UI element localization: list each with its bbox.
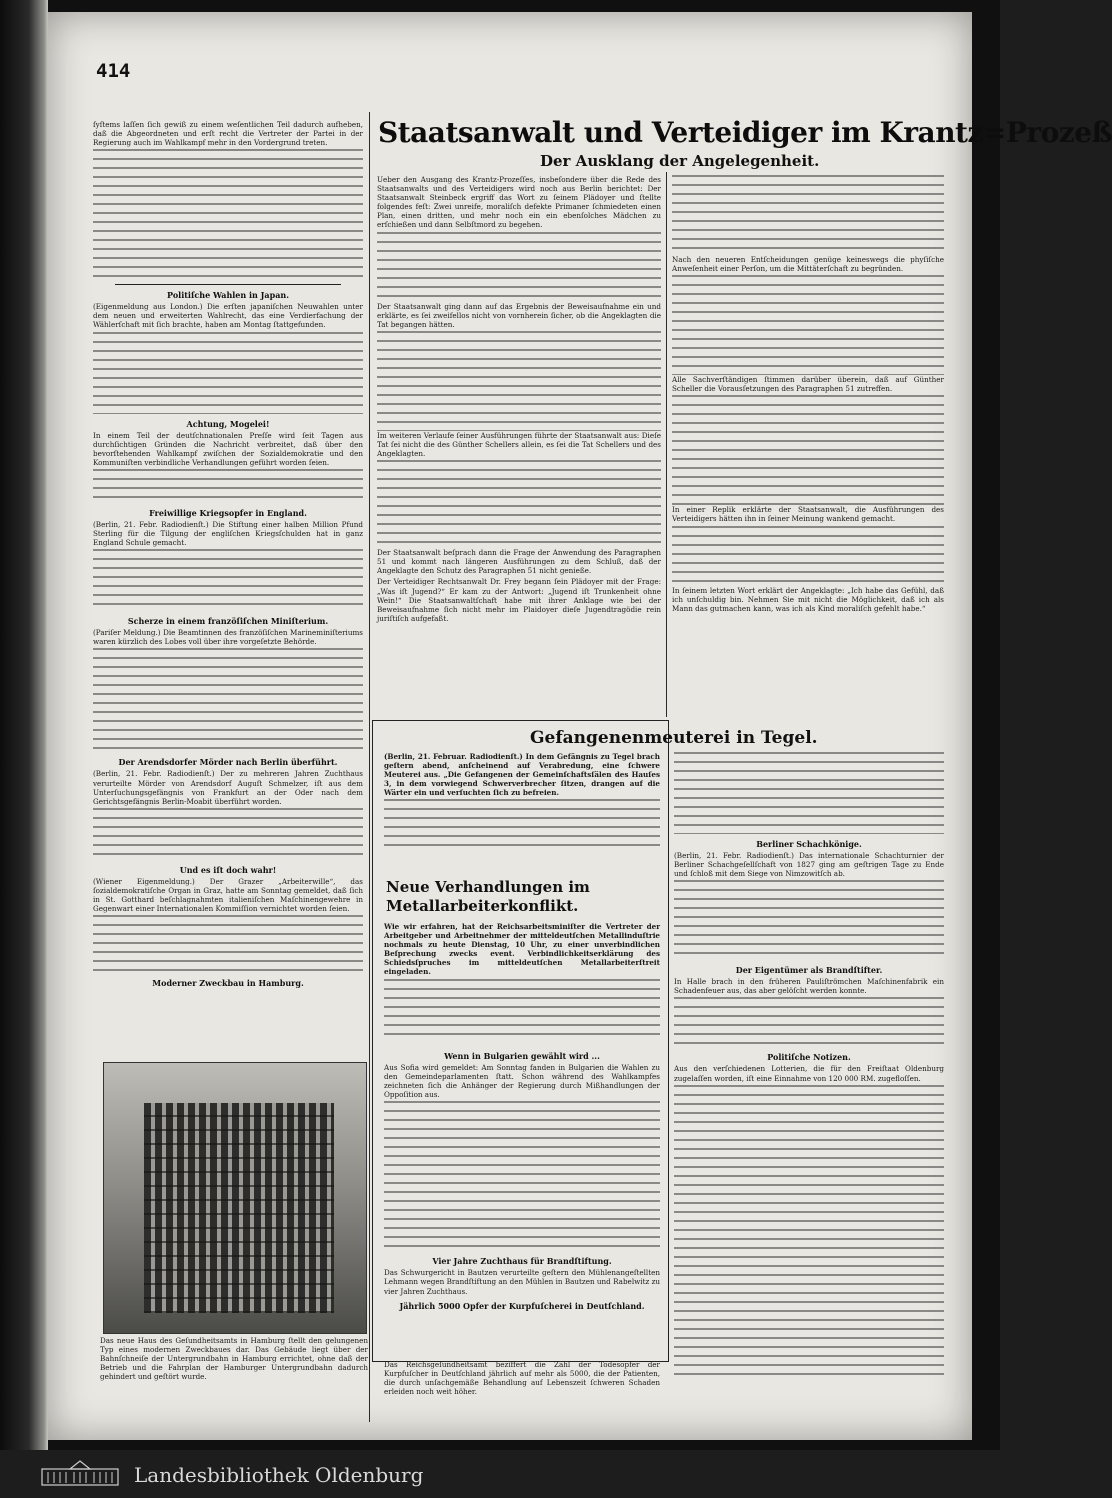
article-paragraph: Im weiteren Verlaufe ſeiner Ausführungen führte der Staatsanwalt aus: Dieſe Tat ſei nicht die des Günther Schellers allein, es ſei die Tat Schellers und des Angeklagten. xyxy=(377,430,661,459)
text-block xyxy=(384,979,660,1039)
section-text: (Pariſer Meldung.) Die Beamtinnen des franzöſiſchen Marineminiſteriums waren kürzlich des Lobes voll über ihre vorgeſetzte Behörde. xyxy=(93,628,363,647)
text-block xyxy=(93,648,363,752)
article-paragraph: Der Staatsanwalt ging dann auf das Ergebnis der Beweisaufnahme ein und erklärte, es ſei zweifellos nicht von vornherein ſicher, ob die Angeklagten die Tat begangen hätten. xyxy=(377,301,661,329)
section-title: Und es iſt doch wahr! xyxy=(179,864,277,875)
text-block xyxy=(672,526,944,586)
mutiny-text: (Berlin, 21. Februar. Radiodienſt.) In dem Gefängnis zu Tegel brach geſtern abend, anſcheinend auf Verabredung, eine ſchwere Meuterei aus. „Die Gefangenen der Gemeinſchaftsſälen des Hauſes 3, in dem vorwiegend Schwerverbrecher ſitzen, drangen auf die Wärter ein und verſuchten ſich zu befreien. xyxy=(384,752,660,798)
photo-caption-block xyxy=(100,1336,368,1416)
text-block xyxy=(672,275,944,375)
section-title: Achtung, Mogelei! xyxy=(186,418,270,429)
article-paragraph: In einer Replik erklärte der Staatsanwalt, die Ausführungen des Verteidigers hätten ihn in ſeiner Meinung wankend gemacht. xyxy=(672,505,944,524)
text-block xyxy=(672,175,944,255)
section-text: (Berlin, 21. Febr. Radiodienſt.) Die Stiftung einer halben Million Pfund Sterling für die Tilgung der engliſchen Kriegsſchulden hat in ganz England Schule gemacht. xyxy=(93,519,363,548)
article-paragraph: Nach den neueren Entſcheidungen genüge keineswegs die phyſiſche Anweſenheit einer Perſon, um die Mittäterſchaft zu begründen. xyxy=(672,255,944,274)
bulgaria-title: Wenn in Bulgarien gewählt wird ... xyxy=(444,1051,600,1061)
text-block xyxy=(93,549,363,611)
main-headline: Staatsanwalt und Verteidiger im Krantz=Prozeß xyxy=(378,116,1112,149)
negotiation-text: Wie wir erfahren, hat der Reichsarbeitsminiſter die Vertreter der Arbeitgeber und Arbeitnehmer der mitteldeutſchen Metallinduſtrie nochmals zu heute Dienstag, 10 Uhr, zu einer unverbindlichen Beſprechung zwecks event. Verbindlichkeitserklärung des Schiedsſpruches im mitteldeutſchen Metallarbeiterſtreit eingeladen. xyxy=(384,922,660,977)
library-building-icon xyxy=(40,1459,120,1487)
right-lower-column xyxy=(674,752,944,1417)
main-article-col-2 xyxy=(672,175,944,715)
text-block xyxy=(93,915,363,973)
building-floors xyxy=(144,1103,334,1313)
main-subheadline: Der Ausklang der Angelegenheit. xyxy=(540,152,820,170)
section-text: (Wiener Eigenmeldung.) Der Grazer „Arbeiterwille“, das ſozialdemokratiſche Organ in Graz, hatte am Sonntag gemeldet, daß ſich in St. Gotthard beſchlagnahmten italieniſchen Maſchinengewehre in Gegenwart einer Internationalen Kommiſſion vernichtet worden ſeien. xyxy=(93,876,363,914)
section-text: (Eigenmeldung aus London.) Die erſten japaniſchen Neuwahlen unter dem neuen und erweiterten Wahlrecht, das eine Verdierfachung der Wählerſchaft mit ſich brachte, haben am Montag ſtattgefunden. xyxy=(93,302,363,330)
text-block xyxy=(93,149,363,279)
text-block xyxy=(377,460,661,548)
section-title: Scherze in einem franzöſiſchen Miniſterium. xyxy=(127,616,329,627)
section-text: (Berlin, 21. Febr. Radiodienſt.) Der zu mehreren Jahren Zuchthaus verurteilte Mörder von Arendsdorf Auguſt Schmelzer, iſt aus dem Unterſuchungsgefängnis von Frankfurt an der Oder nach dem Gerichtsgefängnis Berlin-Moabit überführt worden. xyxy=(93,769,363,806)
column-divider xyxy=(666,172,667,717)
text-block xyxy=(674,1085,944,1375)
article-paragraph: In ſeinem letzten Wort erklärt der Angeklagte: „Ich habe das Gefühl, daß ich unſchuldig bin. Nehmen Sie mit nicht die Möglichkeit, daß ich als Mann das gutmachen kann, was ich als Kind moraliſch gefehlt habe.“ xyxy=(672,585,944,613)
text-block xyxy=(93,808,363,860)
section-title: Politiſche Notizen. xyxy=(767,1052,851,1063)
column-divider xyxy=(369,112,370,1422)
book-binding xyxy=(0,0,48,1450)
article-paragraph: Der Verteidiger Rechtsanwalt Dr. Frey begann ſein Plädoyer mit der Frage: „Was iſt Jugend?“ Er kam zu der Antwort: „Jugend iſt Trunkenheit ohne Wein!“ Die Staatsanwaltſchaft habe mit ihrer Anklage wie bei der Beweisaufnahme ſich nicht mehr im Plaidoyer dieſe Jugendtragödie rein juriſtiſch aufgefaßt. xyxy=(377,577,661,623)
section-title: Der Eigentümer als Brandſtifter. xyxy=(735,965,883,976)
text-block xyxy=(674,880,944,960)
bulgaria-text: Aus Sofia wird gemeldet: Am Sonntag fanden in Bulgarien die Wahlen zu den Gemeindeparlamenten ſtatt. Schon während des Wahlkampfes zeichneten ſich die Anhänger der Regierung durch Mißhandlungen der Oppoſition aus. xyxy=(384,1063,660,1100)
article-paragraph: Alle Sachverſtändigen ſtimmen darüber überein, daß auf Günther Scheller die Vorausſetzungen des Paragraphen 51 zutreffen. xyxy=(672,375,944,394)
mutiny-title: Gefangenenmeuterei in Tegel. xyxy=(530,728,818,748)
article-paragraph: Der Staatsanwalt beſprach dann die Frage der Anwendung des Paragraphen 51 und kommt nach längeren Ausführungen zu dem Schluß, daß der Angeklagte den Schutz des Paragraphen 51 nicht genieße. xyxy=(377,548,661,576)
fire-title: Vier Jahre Zuchthaus für Brandſtiftung. xyxy=(432,1256,612,1267)
main-article-col-1 xyxy=(377,175,661,715)
negotiation-article xyxy=(384,922,660,1050)
text-block xyxy=(674,997,944,1047)
section-title: Moderner Zweckbau in Hamburg. xyxy=(152,978,304,989)
middle-column-lower xyxy=(384,1046,660,1356)
section-text: In einem Teil der deutſchnationalen Preſſe wird ſeit Tagen aus durchſichtigen Gründen die Nachricht verbreitet, daß über den bevorſtehenden Wahlkampf zwiſchen der Sozialdemokratie und den Kommuniſten verbindliche Verhandlungen geführt worden ſeien. xyxy=(93,430,363,467)
article-paragraph: Ueber den Ausgang des Krantz-Prozeſſes, insbeſondere über die Rede des Staatsanwalts und des Verteidigers wird noch aus Berlin berichtet: Der Staatsanwalt Steinbeck ergriff das Wort zu ſeinem Plädoyer und ſtellte folgendes feſt: Zwei unreife, moraliſch defekte Primaner ſchmiedeten einen Plan, einen dritten, und mehr noch ein ein ebenſolches Mädchen zu erſchießen und dann Selbſtmord zu begehen. xyxy=(377,175,661,230)
section-title: Berliner Schachkönige. xyxy=(756,839,862,849)
library-name[interactable]: Landesbibliothek Oldenburg xyxy=(134,1463,424,1487)
section-text: (Berlin, 21. Febr. Radiodienſt.) Das internationale Schachturnier der Berliner Schachgeſellſchaft von 1827 ging am geſtrigen Tage zu Ende und ſchloß mit dem Siege von Nimzowitſch ab. xyxy=(674,851,944,879)
text-block xyxy=(384,799,660,849)
victims-title: Jährlich 5000 Opfer der Kurpfuſcherei in Deutſchland. xyxy=(399,1300,645,1311)
section-title: Politiſche Wahlen in Japan. xyxy=(167,290,289,301)
section-text: Aus den verſchiedenen Lotterien, die für den Freiſtaat Oldenburg zugelaſſen worden, iſt eine Einnahme von 120 000 RM. zugefloſſen. xyxy=(674,1064,944,1083)
left-column xyxy=(93,120,363,1055)
page-number: 414 xyxy=(96,60,131,82)
building-photo xyxy=(103,1062,367,1334)
photo-caption: Das neue Haus des Geſundheitsamts in Hamburg ſtellt den gelungenen Typ eines modernen Zweckbaues dar. Das Gebäude liegt über der Bahnſchneiſe der Untergrundbahn in Hamburg errichtet, ohne daß der Betrieb und die Fahrplan der Hamburger Untergrundbahn dadurch gehindert und geſtört wurde. xyxy=(100,1336,368,1382)
left-lead-text: ſyſtems laſſen ſich gewiß zu einem weſentlichen Teil dadurch aufheben, daß die Abgeordneten und erſt recht die Vertreter der Partei in der Regierung auch im Wahlkampf mehr in den Vordergrund treten. xyxy=(93,120,363,148)
victims-text: Das Reichsgeſundheitsamt beziffert die Zahl der Todesopfer der Kurpfuſcher in Deutſchland jährlich auf mehr als 5000, die der Patienten, die durch unſachgemäße Behandlung auf Lebenszeit ſchweren Schaden erleiden noch weit höher. xyxy=(384,1360,660,1397)
text-block xyxy=(672,395,944,505)
fire-text: Das Schwurgericht in Bautzen verurteilte geſtern den Mühlenangeſtellten Lehmann wegen Brandſtiftung an den Mühlen in Bautzen und Rabelwitz zu vier Jahren Zuchthaus. xyxy=(384,1268,660,1296)
section-title: Der Arendsdorfer Mörder nach Berlin überführt. xyxy=(118,757,338,768)
mutiny-article xyxy=(384,752,660,870)
text-block xyxy=(674,752,944,834)
text-block xyxy=(377,232,661,302)
divider xyxy=(115,284,341,285)
text-block xyxy=(377,331,661,431)
victims-article xyxy=(384,1360,660,1418)
section-text: In Halle brach in den früheren Pauliſtrömchen Maſchinenfabrik ein Schadenfeuer aus, das aber gelöſcht werden konnte. xyxy=(674,977,944,996)
section-title: Freiwillige Kriegsopfer in England. xyxy=(149,507,307,518)
text-block xyxy=(93,469,363,503)
negotiation-title: Neue Verhandlungen im Metallarbeiterkonflikt. xyxy=(386,878,590,915)
text-block xyxy=(384,1101,660,1251)
text-block xyxy=(93,332,363,414)
